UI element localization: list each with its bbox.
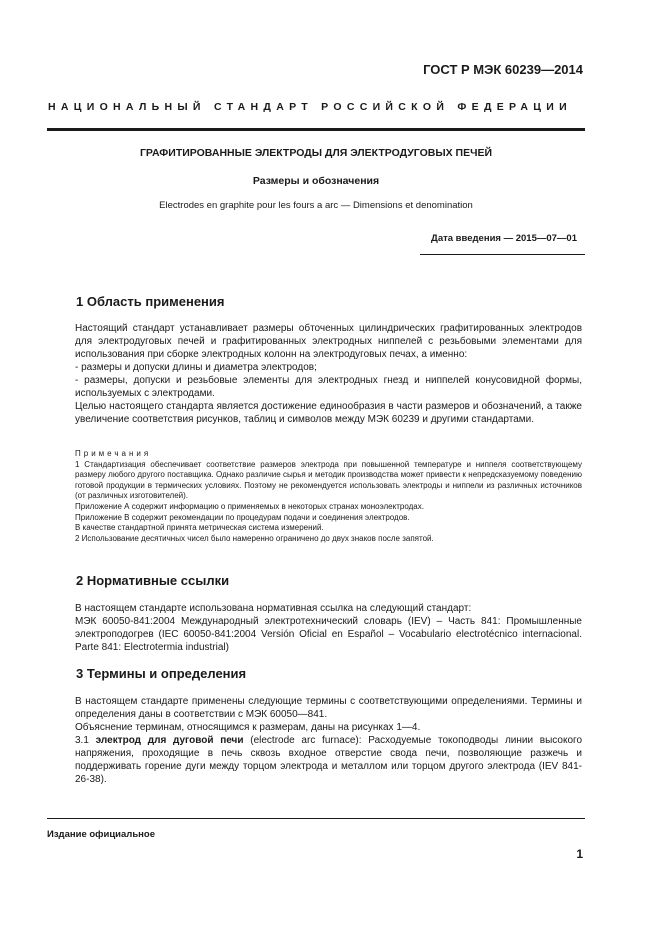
term-name: электрод для дуговой печи (95, 735, 244, 746)
national-standard-heading: НАЦИОНАЛЬНЫЙ СТАНДАРТ РОССИЙСКОЙ ФЕДЕРАЦИИ (48, 101, 572, 113)
section-2-heading: 2 Нормативные ссылки (76, 573, 230, 588)
english-title: Electrodes en graphite pour les fours a arc — Dimensions et denomination (159, 200, 473, 211)
note-item: В качестве стандартной принята метрическая система измерений. (75, 523, 324, 533)
introduction-date: Дата введения — 2015—07—01 (431, 233, 577, 244)
list-item: - размеры, допуски и резьбовые элементы для электродных гнезд и ниппелей конусовидной формы, используемых с электродами. (75, 375, 582, 399)
note-item: 2 Использование десятичных чисел было намеренно ограничено до двух знаков после запятой. (75, 533, 434, 543)
section-2-paragraph: МЭК 60050-841:2004 Международный электротехнический словарь (IEV) – Часть 841: Промышленные электроподогрев (IEC 60050-841:2004 Versión Oficial en Español – Vocabulario electrotécnico internacional. Parte 841: Electrotermia industrial) (75, 616, 582, 653)
section-1-paragraph: Настоящий стандарт устанавливает размеры обточенных цилиндрических графитированных электродов для электродуговых печей и графитированных электродных ниппелей с резьбовыми элементами для использования при сборке электродных колонн на электродуговых печах, а именно: (75, 323, 582, 360)
term-definition (47, 734, 582, 786)
document-title: ГРАФИТИРОВАННЫЕ ЭЛЕКТРОДЫ ДЛЯ ЭЛЕКТРОДУГОВЫХ ПЕЧЕЙ (139, 147, 493, 159)
header-rule (47, 128, 585, 131)
notes-block (47, 449, 582, 544)
date-rule (420, 254, 585, 255)
edition-label: Издание официальное (47, 829, 155, 840)
document-code: ГОСТ Р МЭК 60239—2014 (423, 62, 583, 77)
list-item: - размеры и допуски длины и диаметра электродов; (75, 362, 317, 373)
term-number: 3.1 (75, 735, 89, 746)
section-3-paragraph: Объяснение терминам, относящимся к размерам, даны на рисунках 1—4. (75, 722, 421, 733)
section-1-heading: 1 Область применения (76, 294, 225, 309)
term-text: (electrode arc furnace): Расходуемые токоподводы линии высокого напряжения, проходящие в печь сквозь входное отверстие свода печи, позволяющие разжечь и поддерживать горение дуги между торцом электрода и металлом или торцом другого электрода (IEV 841-26-38). (75, 735, 583, 785)
section-3-paragraph: В настоящем стандарте применены следующие термины с соответствующими определениями. Термины и определения даны в соответствии с МЭК 60050—841. (75, 696, 582, 720)
section-3-body (47, 695, 582, 786)
section-2-paragraph: В настоящем стандарте использована нормативная ссылка на следующий стандарт: (75, 603, 472, 614)
note-item: 1 Стандартизация обеспечивает соответствие размеров электрода при повышенной температуре и ниппеля соответствующему размеру любого другого поставщика. Однако различие сырья и методик производства может привести к непредсказуемому поведению готовой продукции в термических условиях. Поэтому не рекомендуется использовать электроды и ниппели из различных источников (от различных изготовителей). (75, 459, 582, 501)
notes-heading: Примечания (75, 449, 152, 458)
note-item: Приложение А содержит информацию о применяемых в некоторых странах моноэлектродах. (75, 501, 424, 511)
page-number: 1 (576, 847, 583, 861)
document-subtitle: Размеры и обозначения (252, 175, 380, 187)
section-1-paragraph: Целью настоящего стандарта является достижение единообразия в части размеров и обозначений, а также увеличение соответствия рисунков, таблиц и символов между МЭК 60239 и другими стандартами. (75, 401, 582, 425)
footer-rule (47, 818, 585, 819)
note-item: Приложение В содержит рекомендации по процедурам подачи и соединения электродов. (75, 512, 410, 522)
section-3-heading: 3 Термины и определения (76, 666, 247, 681)
section-1-body (47, 322, 582, 426)
section-2-body (47, 602, 582, 654)
